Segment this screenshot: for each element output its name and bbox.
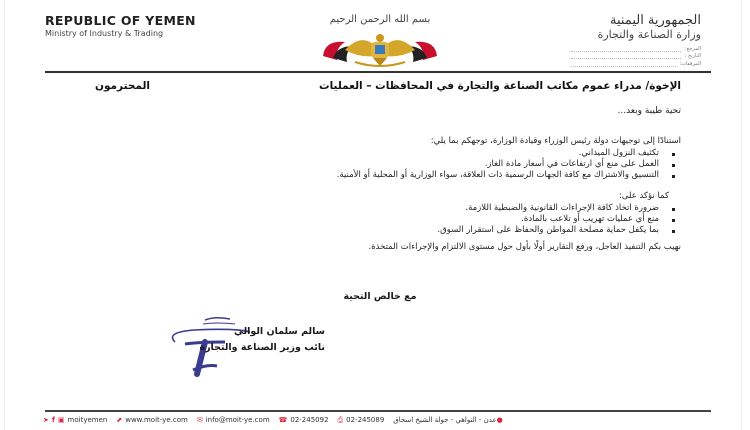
header-divider bbox=[45, 71, 711, 73]
fax-number: 02-245089 bbox=[346, 416, 385, 424]
letter-body bbox=[95, 80, 681, 252]
reference-field bbox=[571, 44, 701, 52]
phone-number: 02-245092 bbox=[290, 416, 329, 424]
website bbox=[116, 416, 187, 424]
reference-fields bbox=[571, 44, 701, 67]
location-pin-icon: ● bbox=[496, 416, 503, 424]
ministry-name-ar: وزارة الصناعة والتجارة bbox=[597, 28, 701, 41]
email bbox=[197, 416, 270, 424]
date-label: التاريخ : bbox=[684, 53, 701, 59]
social-handle[interactable]: moityemen bbox=[67, 416, 108, 424]
fax-icon: ⎙ bbox=[337, 415, 344, 424]
date-field bbox=[571, 52, 701, 60]
country-name-en: REPUBLIC OF YEMEN bbox=[45, 13, 196, 28]
envelope-icon: ✉ bbox=[196, 416, 203, 424]
list-item: ضرورة اتخاذ كافة الإجراءات القانونية والضبطية اللازمة. bbox=[95, 203, 659, 214]
facebook-icon[interactable]: f bbox=[51, 416, 55, 424]
honorific: المحترمون bbox=[95, 80, 151, 92]
arabic-letterhead bbox=[598, 13, 701, 41]
addressee: الإخوة/ مدراء عموم مكاتب الصناعة والتجارة في المحافظات – العمليات bbox=[319, 80, 681, 92]
attachments-label: المرفقات: bbox=[679, 60, 701, 67]
attachments-field bbox=[571, 59, 701, 67]
signatory-title: نائب وزير الصناعة والتجارة bbox=[199, 342, 325, 353]
reference-label: المرجع: bbox=[685, 45, 701, 52]
list-item: تكثيف النزول الميداني. bbox=[95, 148, 659, 159]
list-item: التنسيق والاشتراك مع كافة الجهات الرسمية ذات العلاقة، سواء الوزارية أو المحلية أو الأمنية. bbox=[95, 170, 659, 181]
signature-block bbox=[155, 318, 325, 378]
emphasis-list bbox=[95, 203, 681, 236]
directives-list bbox=[95, 148, 681, 181]
footer-divider bbox=[45, 410, 711, 412]
greeting: تحية طيبة وبعد... bbox=[617, 106, 681, 116]
intro-paragraph: استنادًا إلى توجيهات دولة رئيس الوزراء وقيادة الوزارة، توجهكم بما يلي: bbox=[430, 136, 681, 146]
email-link[interactable]: info@moit-ye.com bbox=[205, 416, 270, 424]
phone bbox=[279, 416, 329, 424]
english-letterhead bbox=[45, 13, 196, 38]
yemen-eagle-emblem-icon bbox=[315, 30, 445, 68]
social-links bbox=[43, 416, 107, 424]
country-name-ar: الجمهورية اليمنية bbox=[609, 13, 701, 28]
address-text: عدن - التواهي - جولة الشيخ اسحاق bbox=[393, 416, 497, 424]
closing-salutation: مع خالص التحية bbox=[343, 291, 417, 302]
addressee-line bbox=[95, 80, 681, 92]
emphasis-intro: كما نؤكد على: bbox=[618, 191, 669, 201]
list-item: منع أي عمليات تهريب أو تلاعب بالمادة. bbox=[95, 214, 659, 225]
conclusion-paragraph: نهيب بكم التنفيذ العاجل، ورفع التقارير أولًا بأول حول مستوى الالتزام والإجراءات المتخذة. bbox=[368, 242, 681, 252]
address bbox=[393, 416, 505, 424]
website-link[interactable]: www.moit-ye.com bbox=[125, 416, 188, 424]
fax bbox=[338, 416, 385, 425]
instagram-icon[interactable]: ▣ bbox=[57, 416, 65, 424]
list-item: العمل على منع أي ارتفاعات في أسعار مادة الغاز. bbox=[95, 159, 659, 170]
basmala: بسم الله الرحمن الرحيم bbox=[329, 14, 431, 25]
signatory-name: سالم سلمان الوالي bbox=[233, 326, 325, 337]
footer-contacts bbox=[43, 414, 713, 426]
phone-icon: ☎ bbox=[278, 416, 288, 424]
list-item: بما يكفل حماية مصلحة المواطن والحفاظ على استقرار السوق. bbox=[95, 225, 659, 236]
letter-page bbox=[4, 0, 742, 430]
cursor-icon: ⬈ bbox=[116, 416, 123, 424]
twitter-icon[interactable]: ➤ bbox=[43, 416, 49, 424]
ministry-name-en: Ministry of Industry & Trading bbox=[45, 29, 164, 38]
